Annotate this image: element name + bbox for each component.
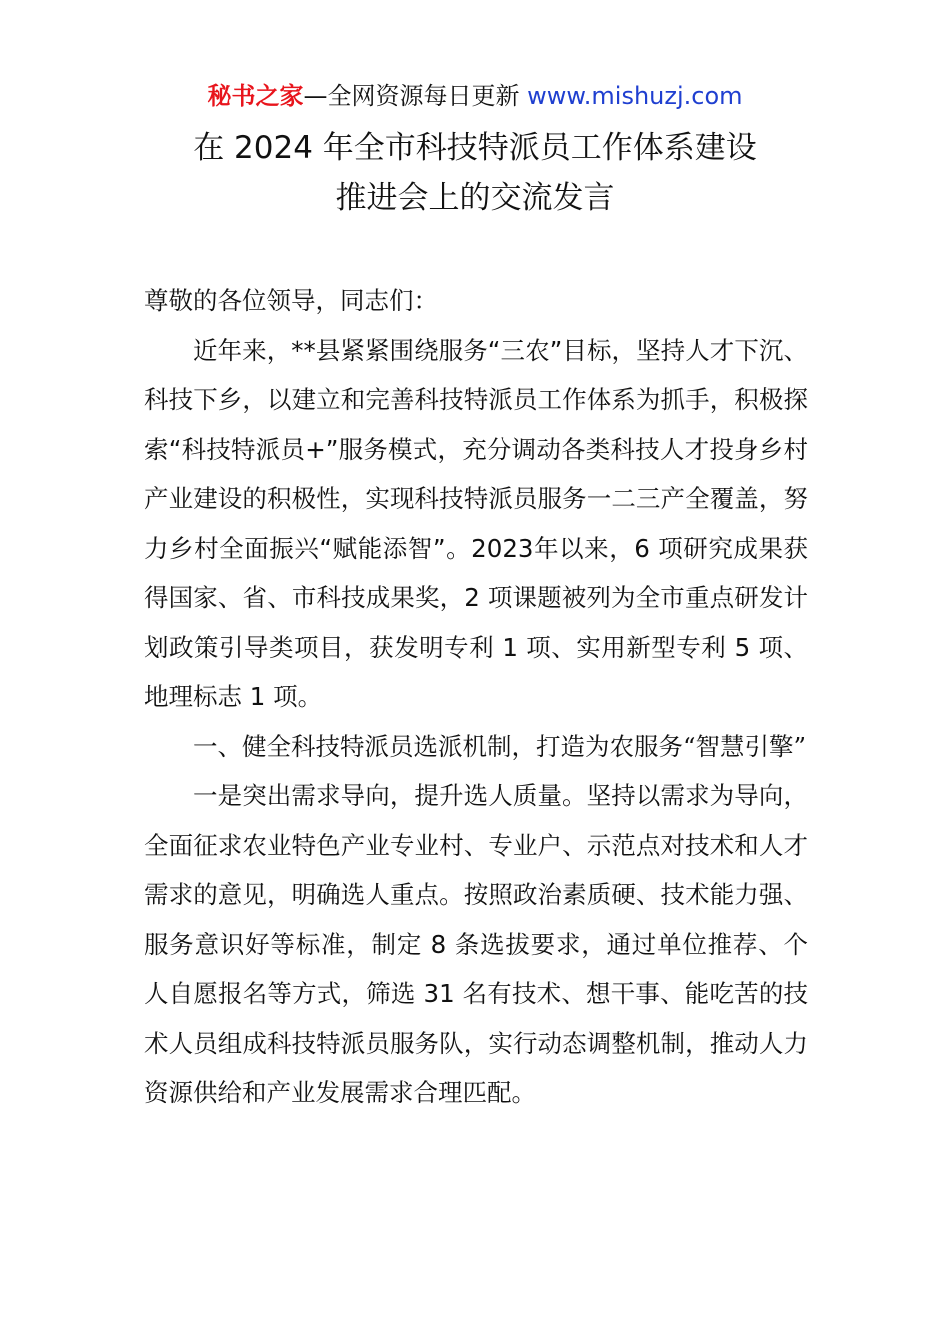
document-body [144,276,808,1118]
header-tagline: —全网资源每日更新 [303,82,520,110]
title-line-2: 推进会上的交流发言 [335,180,615,216]
title-line-1: 在 2024 年全市科技特派员工作体系建设 [193,130,757,166]
paragraph-demand-orientation: 一是突出需求导向，提升选人质量。坚持以需求为导向，全面征求农业特色产业专业村、专业户、示范点对技术和人才需求的意见，明确选人重点。按照政治素质硬、技术能力强、服务意识好等标准，制定 8 条选拔要求，通过单位推荐、个人自愿报名等方式，筛选 31 名有技术、想干事、能吃苦的技术人员组成科技特派员服务队，实行动态调整机制，推动人力资源供给和产业发展需求合理匹配。 [144,781,808,1107]
site-url-link[interactable]: www.mishuzj.com [519,82,743,110]
paragraph-intro: 近年来，**县紧紧围绕服务“三农”目标，坚持人才下沉、科技下乡，以建立和完善科技特派员工作体系为抓手，积极探索“科技特派员+”服务模式，充分调动各类科技人才投身乡村产业建设的积极性，实现科技特派员服务一二三产全覆盖，努力乡村全面振兴“赋能添智”。2023年以来，6 项研究成果获得国家、省、市科技成果奖，2 项课题被列为全市重点研发计划政策引导类项目，获发明专利 1 项、实用新型专利 5 项、地理标志 1 项。 [144,335,808,711]
salutation: 尊敬的各位领导，同志们： [144,286,438,315]
site-header [0,80,950,112]
brand-name: 秘书之家 [207,82,304,110]
section-heading-1: 一、健全科技特派员选派机制，打造为农服务“智慧引擎” [193,731,807,761]
document-title [0,126,950,226]
